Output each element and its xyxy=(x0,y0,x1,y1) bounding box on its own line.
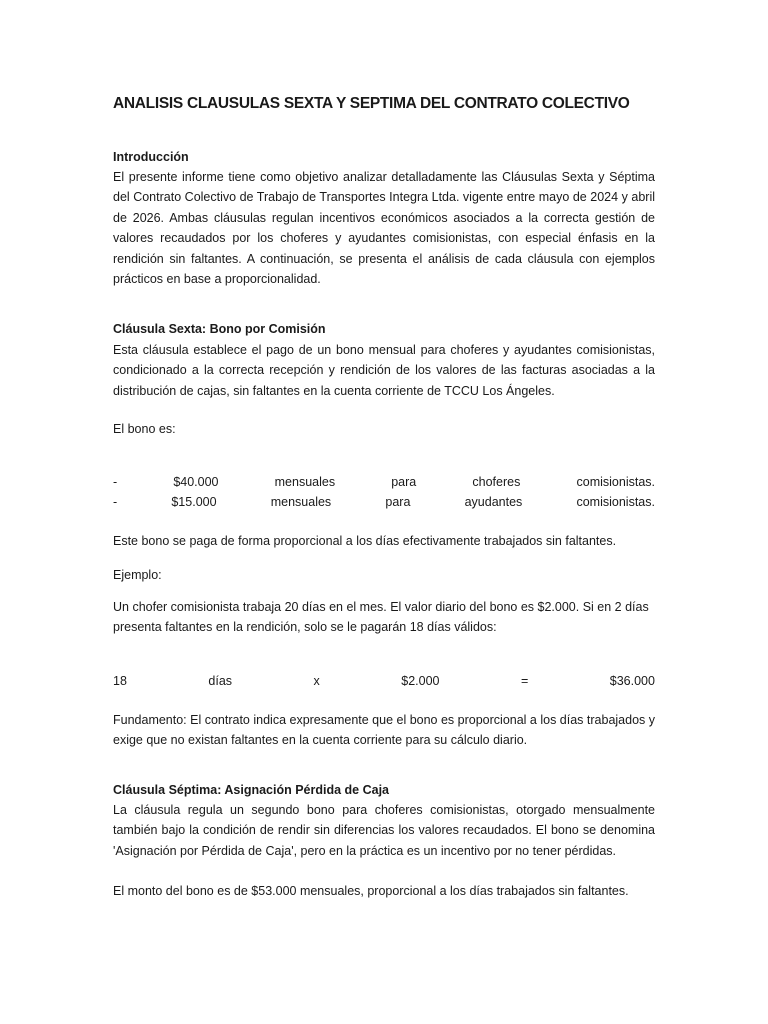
calculo-unidad: días xyxy=(208,674,233,688)
bono-item-amount: $15.000 xyxy=(171,495,217,509)
bono-item-dash: - xyxy=(113,475,118,489)
bono-item-word: mensuales xyxy=(270,495,332,509)
intro-heading: Introducción xyxy=(113,150,189,164)
bono-item-word: para xyxy=(391,475,417,489)
bono-item-word: comisionistas. xyxy=(576,495,655,509)
calculo-total: $36.000 xyxy=(609,674,655,688)
ejemplo-label: Ejemplo: xyxy=(113,568,162,582)
bono-item-word: choferes xyxy=(472,475,521,489)
document-title: ANALISIS CLAUSULAS SEXTA Y SEPTIMA DEL CONTRATO COLECTIVO xyxy=(113,95,630,112)
bono-item-choferes xyxy=(113,472,655,492)
clausula-septima-paragraph: La cláusula regula un segundo bono para choferes comisionistas, otorgado mensualmente también bajo la condición de rendir sin diferencias los valores recaudados. El bono se denomina 'Asignación por Pérdida de Caja', pero en la práctica es un incentivo por no tener pérdidas. xyxy=(113,803,655,858)
proporcional-note: Este bono se paga de forma proporcional a los días efectivamente trabajados sin faltantes. xyxy=(113,534,617,548)
bono-item-word: para xyxy=(385,495,411,509)
calculo-row xyxy=(113,671,655,691)
clausula-sexta-heading: Cláusula Sexta: Bono por Comisión xyxy=(113,322,326,336)
clausula-sexta-paragraph: Esta cláusula establece el pago de un bono mensual para choferes y ayudantes comisionistas, condicionado a la correcta recepción y rendición de los valores de las facturas asociadas a la distribución de cajas, sin faltantes en la cuenta corriente de TCCU Los Ángeles. xyxy=(113,343,655,398)
document-page xyxy=(113,0,655,1024)
bono-item-word: mensuales xyxy=(274,475,336,489)
fundamento-paragraph: Fundamento: El contrato indica expresamente que el bono es proporcional a los días trabajados y exige que no existan faltantes en la cuenta corriente para su cálculo diario. xyxy=(113,713,655,748)
bono-item-ayudantes xyxy=(113,492,655,512)
bono-label: El bono es: xyxy=(113,422,176,436)
calculo-operador: x xyxy=(313,674,320,688)
monto-note: El monto del bono es de $53.000 mensuales, proporcional a los días trabajados sin faltantes. xyxy=(113,884,629,898)
bono-item-word: ayudantes xyxy=(464,495,523,509)
bono-item-dash: - xyxy=(113,495,118,509)
calculo-valor: $2.000 xyxy=(401,674,440,688)
bono-item-amount: $40.000 xyxy=(173,475,219,489)
bono-item-word: comisionistas. xyxy=(576,475,655,489)
ejemplo-paragraph: Un chofer comisionista trabaja 20 días en el mes. El valor diario del bono es $2.000. Si en 2 días presenta faltantes en la rendición, solo se le pagarán 18 días válidos: xyxy=(113,600,649,635)
calculo-igual: = xyxy=(520,674,529,688)
clausula-septima-heading: Cláusula Séptima: Asignación Pérdida de Caja xyxy=(113,783,390,797)
intro-paragraph: El presente informe tiene como objetivo analizar detalladamente las Cláusulas Sexta y Séptima del Contrato Colectivo de Trabajo de Transportes Integra Ltda. vigente entre mayo de 2024 y abril de 2026. Ambas cláusulas regulan incentivos económicos asociados a la correcta gestión de valores recaudados por los choferes y ayudantes comisionistas, con especial énfasis en la rendición sin faltantes. A continuación, se presenta el análisis de cada cláusula con ejemplos prácticos en base a proporcionalidad. xyxy=(113,170,655,287)
calculo-dias: 18 xyxy=(113,674,127,688)
